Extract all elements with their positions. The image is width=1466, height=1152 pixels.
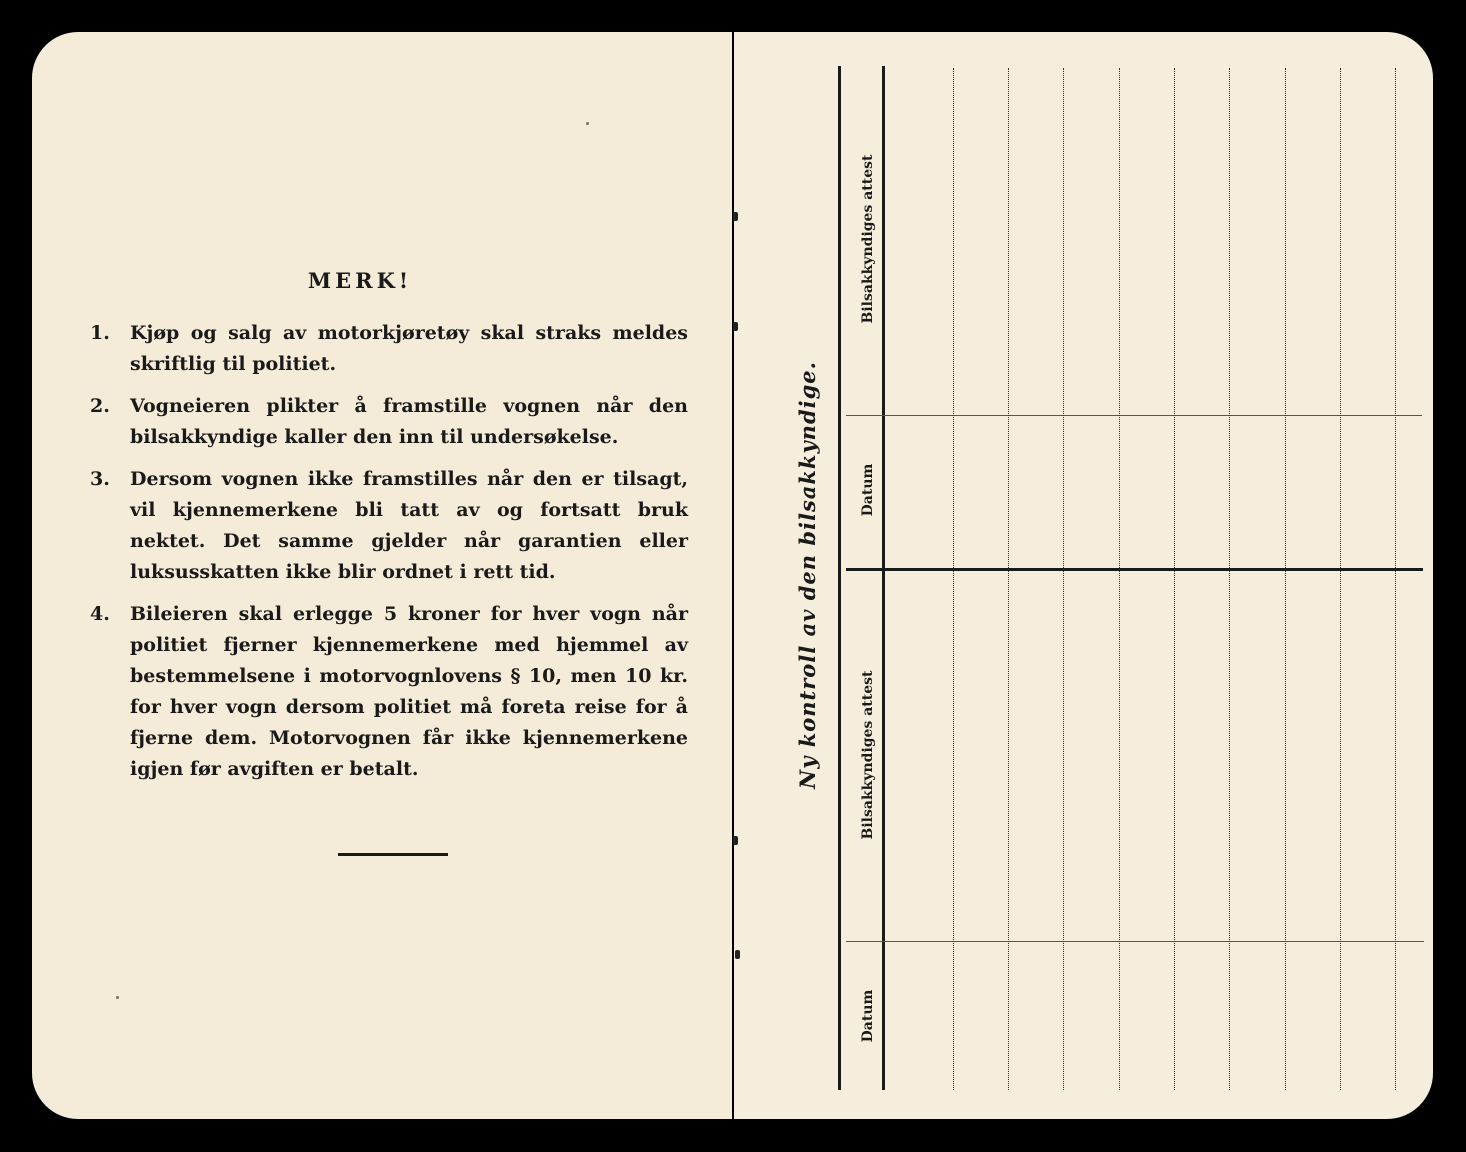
end-rule-line <box>338 853 448 856</box>
rule-number: 1. <box>90 322 110 344</box>
block-divider <box>846 568 1423 571</box>
entry-column-line <box>1285 68 1286 1090</box>
rule-item <box>90 599 688 785</box>
table-border-left <box>838 66 841 1090</box>
entry-column-line <box>1340 68 1341 1090</box>
entry-column-line <box>1119 68 1120 1090</box>
staple-mark <box>733 212 738 221</box>
upper-date-label: Datum <box>860 463 876 517</box>
notice-heading: MERK! <box>307 268 413 293</box>
rule-number: 3. <box>90 468 110 490</box>
rule-text: Bileieren skal erlegge 5 kroner for hver vogn når politiet fjerner kjennemerkene med hjemmel av bestemmelsene i motorvognlovens § 10, men 10 kr. for hver vogn dersom politiet må foreta reise for å fjerne dem. Motorvognen får ikke kjennemerkene igjen før avgiften er betalt. <box>130 603 688 780</box>
entry-column-line <box>1008 68 1009 1090</box>
entry-column-line <box>1395 68 1396 1090</box>
rule-number: 4. <box>90 603 110 625</box>
rule-text: Vogneieren plikter å framstille vognen når den bilsakkyndige kaller den inn til undersøkelse. <box>130 395 688 448</box>
lower-row-divider <box>846 941 1424 942</box>
rules-list <box>90 318 688 796</box>
upper-attest-label: Bilsakkyndiges attest <box>860 154 876 324</box>
rule-item <box>90 464 688 588</box>
entry-column-line <box>1063 68 1064 1090</box>
paper-speck <box>586 122 589 125</box>
lower-attest-label: Bilsakkyndiges attest <box>860 670 876 840</box>
table-border-label <box>882 66 885 1090</box>
lower-date-label: Datum <box>860 989 876 1043</box>
rule-item <box>90 391 688 453</box>
rule-text: Dersom vognen ikke framstilles når den er tilsagt, vil kjennemerkene bli tatt av og fortsatt bruk nektet. Det samme gjelder når garantien eller luksusskatten ikke blir ordnet i rett tid. <box>130 468 688 583</box>
staple-mark <box>733 322 738 331</box>
staple-mark <box>733 836 738 845</box>
paper-speck <box>116 996 119 999</box>
entry-column-line <box>1174 68 1175 1090</box>
staple-mark <box>735 950 740 959</box>
entry-column-line <box>1229 68 1230 1090</box>
upper-row-divider <box>846 415 1422 416</box>
rule-number: 2. <box>90 395 110 417</box>
rule-item <box>90 318 688 380</box>
entry-column-line <box>953 68 954 1090</box>
rule-text: Kjøp og salg av motorkjøretøy skal straks meldes skriftlig til politiet. <box>130 322 688 375</box>
form-title: Ny kontroll av den bilsakkyndige. <box>795 361 820 789</box>
